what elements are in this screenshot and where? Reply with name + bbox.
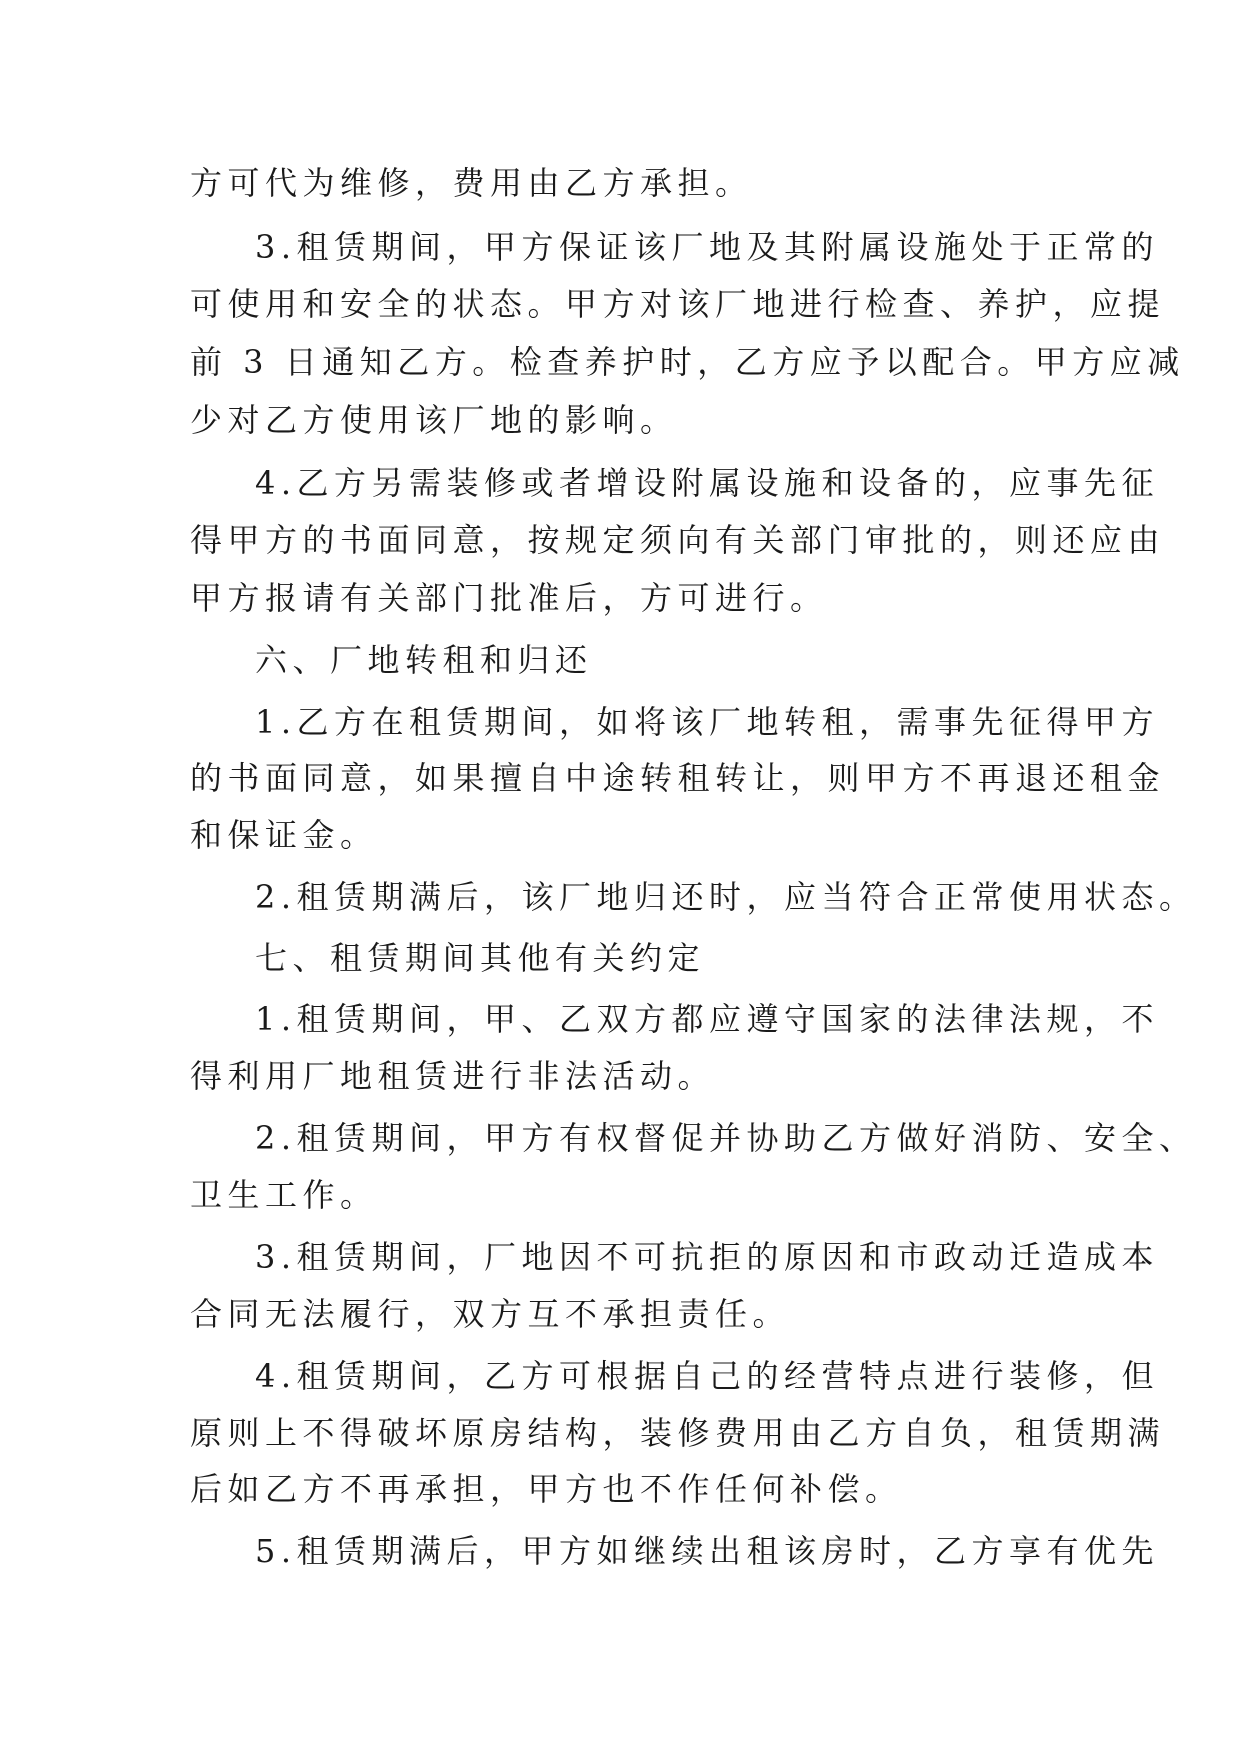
text-line: 5.租赁期满后，甲方如继续出租该房时，乙方享有优先 <box>255 1532 1160 1570</box>
text-line: 2.租赁期间，甲方有权督促并协助乙方做好消防、安全、 <box>255 1119 1197 1157</box>
text-line: 1.乙方在租赁期间，如将该厂地转租，需事先征得甲方 <box>255 703 1160 741</box>
text-line: 3.租赁期间，厂地因不可抗拒的原因和市政动迁造成本 <box>255 1238 1160 1276</box>
text-line: 合同无法履行，双方互不承担责任。 <box>190 1295 791 1333</box>
section-heading: 六、厂地转租和归还 <box>255 641 593 679</box>
text-line: 可使用和安全的状态。甲方对该厂地进行检查、养护，应提 <box>190 285 1166 323</box>
text-line: 卫生工作。 <box>190 1176 378 1214</box>
text-line: 甲方报请有关部门批准后，方可进行。 <box>190 579 828 617</box>
text-line: 少对乙方使用该厂地的影响。 <box>190 401 678 439</box>
text-line: 3.租赁期间，甲方保证该厂地及其附属设施处于正常的 <box>255 228 1160 266</box>
section-heading: 七、租赁期间其他有关约定 <box>255 939 706 977</box>
text-line: 和保证金。 <box>190 816 378 854</box>
text-line: 的书面同意，如果擅自中途转租转让，则甲方不再退还租金 <box>190 759 1166 797</box>
text-line: 2.租赁期满后，该厂地归还时，应当符合正常使用状态。 <box>255 878 1197 916</box>
text-line: 得利用厂地租赁进行非法活动。 <box>190 1057 716 1095</box>
text-line: 前 3 日通知乙方。检查养护时，乙方应予以配合。甲方应减 <box>190 343 1185 381</box>
text-line: 1.租赁期间，甲、乙双方都应遵守国家的法律法规，不 <box>255 1000 1160 1038</box>
text-line: 原则上不得破坏原房结构，装修费用由乙方自负，租赁期满 <box>190 1414 1166 1452</box>
text-line: 4.乙方另需装修或者增设附属设施和设备的，应事先征 <box>255 464 1160 502</box>
text-line: 方可代为维修，费用由乙方承担。 <box>190 164 753 202</box>
text-line: 4.租赁期间，乙方可根据自己的经营特点进行装修，但 <box>255 1357 1160 1395</box>
text-line: 后如乙方不再承担，甲方也不作任何补偿。 <box>190 1470 903 1508</box>
text-line: 得甲方的书面同意，按规定须向有关部门审批的，则还应由 <box>190 521 1166 559</box>
